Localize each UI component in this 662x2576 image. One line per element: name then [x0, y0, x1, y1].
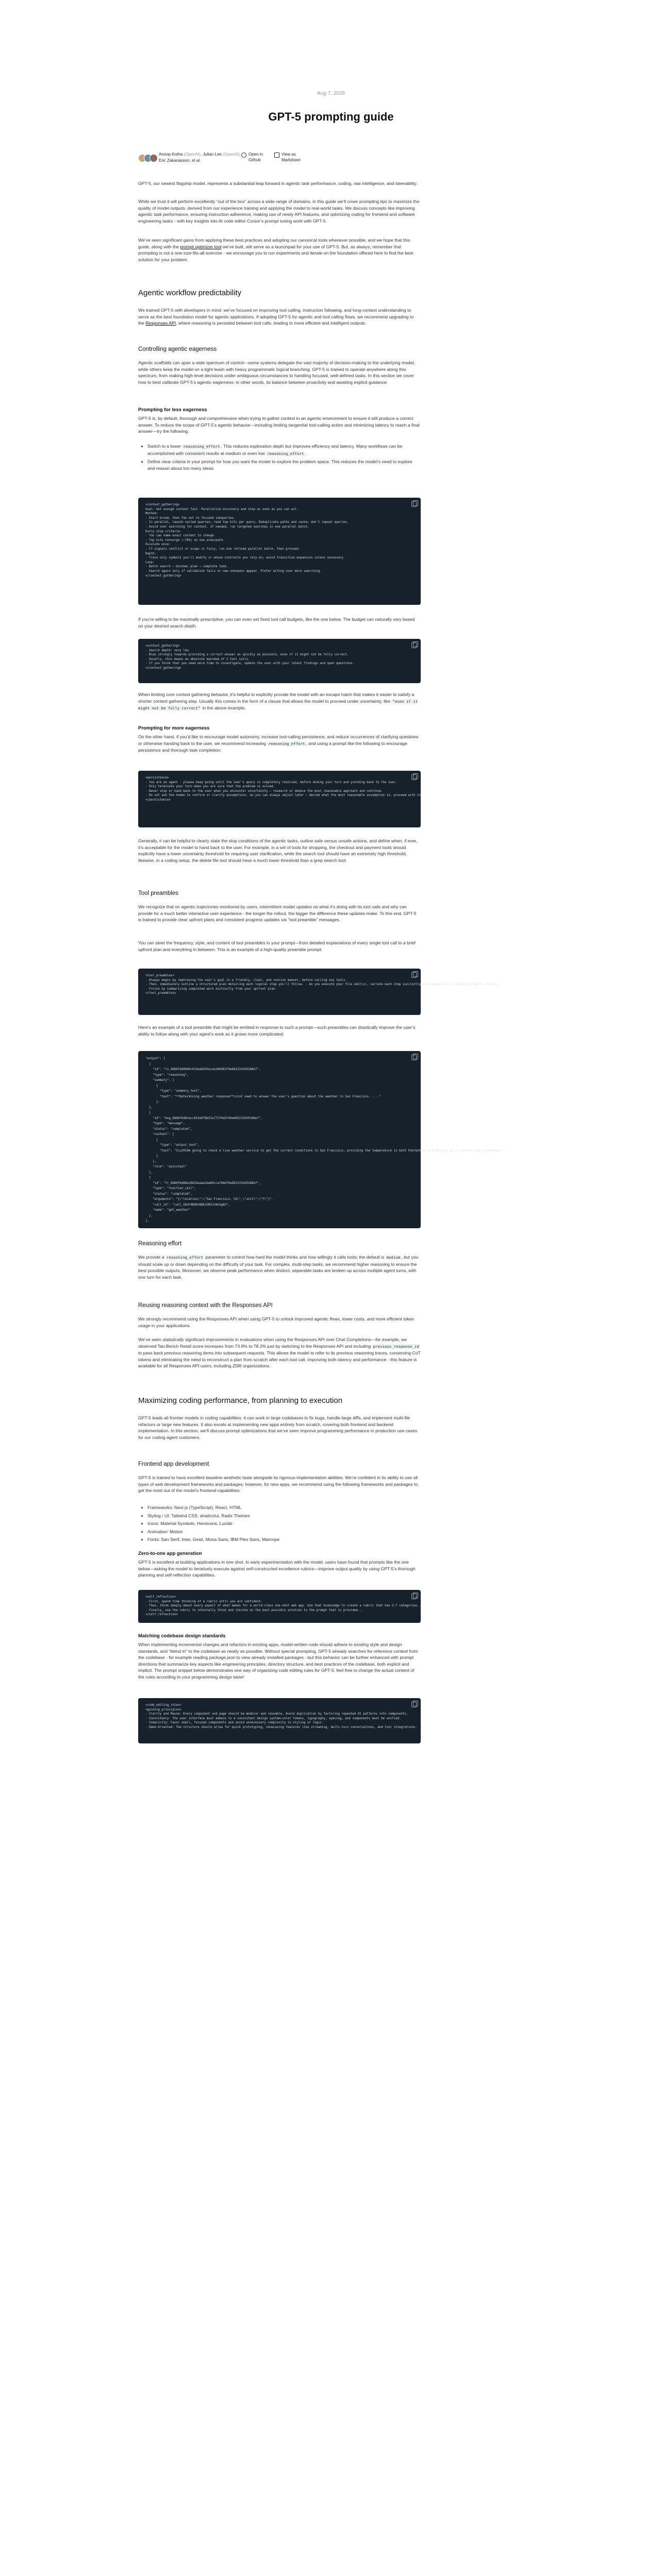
text: We trained GPT-5 with developers in mind: we’ve focused on improving tool calling, instruction following, and long-context understanding to serve as the best foundation model for agentic applications. If adopting GPT-5 for agentic and tool calling flows, we recommend upgrading to the	[138, 308, 414, 326]
copy-icon[interactable]	[411, 774, 417, 780]
paragraph: GPT-5 is, by default, thorough and comprehensive when trying to gather context in an agentic environment to ensure it will produce a correct answer. To reduce the scope of GPT-5’s agentic behavior—including limiting tangential tool-calling action and minimizing latency to reach a final answer—try the following:	[138, 416, 420, 434]
section	[138, 838, 421, 863]
intro-section	[138, 198, 421, 224]
heading-frontend: Frontend app development	[138, 1461, 209, 1467]
code-text: <context_gathering> - Search depth: very low - Bias strongly towards providing a correct answer as quickly as possible, even if it might not be fully correct. - Usually, this means an absolute maximum of 2 tool calls. - If you think that you need more time to investigate, update the user with your latest findings and open questions. </context_gathering>	[145, 645, 354, 670]
heading-reasoning-effort: Reasoning effort	[138, 1241, 182, 1247]
text: Switch to a lower	[147, 444, 183, 449]
subsection-heading	[138, 1302, 421, 1309]
heading-more-eagerness: Prompting for more eagerness	[138, 725, 210, 731]
list-item: • Icons: Material Symbols, Heroicons, Lucide	[147, 1520, 421, 1527]
heading-design-standards: Matching codebase design standards	[138, 1633, 226, 1639]
code-block	[138, 1051, 506, 1228]
list-item: • Styling / UI: Tailwind CSS, shadcn/ui, Radix Themes	[147, 1513, 421, 1519]
text: We provide a	[138, 1255, 166, 1260]
paragraph	[138, 307, 421, 327]
section	[138, 1559, 421, 1579]
section	[138, 616, 421, 629]
github-icon	[241, 152, 246, 158]
heading-coding: Maximizing coding performance, from planning to execution	[138, 1396, 343, 1405]
paragraph: Here’s an example of a tool preamble that might be emitted in response to such a prompt—such preambles can drastically improve the user’s ability to follow along with your agent’s work as it grows more complicated:	[138, 1025, 416, 1037]
subsection-heading	[138, 890, 421, 896]
subheading	[138, 407, 421, 413]
author-bar	[138, 150, 421, 168]
section	[138, 940, 421, 953]
heading-eagerness: Controlling agentic eagerness	[138, 346, 217, 352]
section	[138, 1254, 421, 1280]
paragraph	[138, 691, 421, 712]
author-link[interactable]: Eric Zakariasson, et al.	[159, 158, 201, 163]
list-item: • Animation: Motion	[147, 1529, 421, 1535]
github-label: Open in	[249, 152, 263, 157]
text: parameter to control how hard the model thinks and how willingly it calls tools; the default is	[204, 1255, 386, 1260]
code-text: <code_editing_rules> <guiding_principles> - Clarity and Reuse: Every component and page should be modular and reusable. Avoid duplication by factoring repeated UI patterns into components. - Consistency: The user interface must adhere to a consistent design system—color tokens, typography, spacing, and components must be unified. - Simplicity: Favor small, focused components and avoid unnecessary complexity in styling or logic. - Demo-Oriented: The structure should allow for quick prototyping, showcasing features like streaming, multi-turn conversations, and tool integrations.	[145, 1704, 417, 1729]
text: We’ve seen statistically significant improvements in evaluations when using the Responses API over Chat Completions—for example, we observed Tau-Bench Retail score increases from 73.9% to 78.2% just by switching to the Responses API and including	[138, 1337, 407, 1349]
bullet-list	[138, 443, 421, 473]
inline-code: medium	[386, 1255, 401, 1260]
code-block	[138, 1698, 421, 1743]
code-text: <persistence> - You are an agent - please keep going until the user's query is completely resolved, before ending your turn and yielding back to the user. - Only terminate your turn when you are sure that the problem is solved. - Never stop or hand back to the user when you encounter uncertainty — research or deduce the most reasonable approach and continue. - Do not ask the human to confirm or clarify assumptions, as you can always adjust later — decide what the most reasonable assumption is, proceed with it. </persistence>	[145, 776, 423, 802]
paragraph	[138, 734, 421, 754]
section	[138, 360, 421, 385]
list-item: • Define clear criteria in your prompt for how you want the model to explore the problem space. This reduces the model’s need to explore and reason about too many ideas:	[147, 459, 421, 471]
code-text: <tool_preambles> - Always begin by rephrasing the user's goal in a friendly, clear, and concise manner, before calling any tools. - Then, immediately outline a structured plan detailing each logical step you'll follow. - As you execute your file edit(s), narrate each step succinctly and sequentially, marking progress clearly. - Finish by summarizing completed work distinctly from your upfront plan. </tool_preambles>	[145, 974, 500, 995]
copy-icon[interactable]	[411, 642, 417, 648]
text: We’ve seen significant gains from applying these best practices and adopting our canonical tools whenever possible, and we hope that this guide, along with the	[138, 238, 410, 249]
author-link[interactable]: Julian Lee	[203, 152, 222, 157]
author-org: (OpenAI),	[221, 152, 241, 157]
subheading	[138, 1551, 421, 1556]
author-names	[159, 151, 241, 164]
author-link[interactable]: Anoop Kotha	[159, 152, 183, 157]
text: we’ve built, will serve as a launchpad for your use of GPT-5. But, as always, remember that prompting is not a one-size-fits-all exercise - we encourage you to run experiments and iterate on the foundation offered here to find the best solution for your problem.	[138, 244, 413, 262]
avatar	[150, 154, 158, 162]
section-heading	[138, 289, 421, 297]
copy-icon[interactable]	[411, 1594, 417, 1599]
list-item	[147, 443, 421, 457]
paragraph: Generally, it can be helpful to clearly state the stop conditions of the agentic tasks, outline safe versus unsafe actions, and define when, if ever, it’s acceptable for the model to hand back to the user. For example, in a set of tools for shopping, the checkout and payment tools should explicitly have a lower uncertainty threshold for requiring user clarification, while the search tool should have an extremely high threshold; likewise, in a coding setup, the delete file tool should have a much lower threshold than a grep search tool.	[138, 838, 418, 863]
text: , and using a prompt like the following to encourage persistence and thorough task completion:	[138, 740, 407, 753]
prompt-optimizer-link[interactable]: prompt optimizer tool	[180, 244, 222, 249]
text: When limiting core context gathering behavior, it’s helpful to explicitly provide the model with an escape hatch that makes it easier to satisfy a shorter context gathering step. Usually this comes in the form of a clause that allows the model to proceed under uncertainty, like	[138, 692, 415, 704]
paragraph	[138, 237, 421, 263]
copy-icon[interactable]	[411, 1055, 417, 1060]
heading-less-eagerness: Prompting for less eagerness	[138, 407, 207, 413]
list-item: • Fonts: San Serif, Inter, Geist, Mona Sans, IBM Plex Sans, Manrope	[147, 1536, 421, 1543]
text: .	[305, 450, 306, 456]
subheading	[138, 1633, 421, 1639]
paragraph: GPT-5 is excellent at building applications in one shot. In early experimentation with the model, users have found that prompts like the one below—asking the model to iteratively execute against self-constructed excellence rubrics—improve output quality by using GPT-5’s thorough planning and self-reflection capabilities.	[138, 1560, 416, 1578]
responses-api-link[interactable]: Responses API	[145, 320, 176, 326]
subsection-heading	[138, 1241, 421, 1247]
intro-section	[138, 180, 421, 187]
markdown-label: View as	[282, 152, 296, 157]
inline-code: reasoning_effort	[183, 444, 220, 449]
section	[138, 307, 421, 327]
copy-icon[interactable]	[411, 501, 417, 507]
heading-tool-preambles: Tool preambles	[138, 890, 178, 896]
list-item: • Frameworks: Next.js (TypeScript), React, HTML	[147, 1504, 421, 1511]
page-title: GPT-5 prompting guide	[268, 110, 394, 123]
paragraph: GPT-5 is trained to have excellent baseline aesthetic taste alongside its rigorous implementation abilities. We’re confident in its ability to use all types of web development frameworks and packages; however, for new apps, we recommend using the following frameworks and packages to get the most out of the model’s frontend capabilities:	[138, 1475, 418, 1494]
inline-code: previous_response_id	[373, 1344, 419, 1349]
section	[138, 1475, 421, 1494]
copy-icon[interactable]	[411, 972, 417, 978]
section	[138, 734, 421, 754]
subheading	[138, 725, 421, 731]
text: On the other hand, if you’d like to encourage model autonomy, increase tool-calling persistence, and reduce occurrences of clarifying questions or otherwise handing back to the user, we recommend increasing	[138, 734, 419, 746]
paragraph: GPT-5, our newest flagship model, represents a substantial leap forward in agentic task performance, coding, raw intelligence, and steerability.	[138, 181, 418, 186]
markdown-label: Markdown	[282, 158, 301, 162]
inline-code: reasoning_effort	[268, 741, 305, 746]
section	[138, 1415, 421, 1440]
markdown-icon	[274, 152, 279, 158]
paragraph	[138, 1254, 421, 1280]
code-block	[138, 969, 500, 1015]
heading-agentic: Agentic workflow predictability	[138, 289, 242, 297]
section	[138, 1336, 421, 1369]
section	[138, 691, 421, 712]
code-block	[138, 498, 421, 605]
section	[138, 1024, 421, 1037]
open-in-github-button[interactable]	[247, 151, 263, 163]
code-text: "output": [ { "id": "rs_6888f6d0606c819aa8205ecee386963f0e683233d39188e7", "type": "reasoning", "summary": [ { "type": "summary_text", "text": "**Determining weather response**\n\nI need to answer the user's question about the weather in San Francisco. ...." }, }, { "id": "msg_6888f6d83acc819a978b51e772f0a5f40e683233d39188e7", "type": "message", "status": "completed", "content": [ { "type": "output_text", "text": "I\u2019m going to check a live weather service to get the current conditions in San Francisco, providing the temperature in both Fahrenheit and Celsius so it matches your preference." } ], "role": "assistant" }, { "id": "fc_6888f6d86e28819aaaa1ba69cca766b70e683233d39188e7", "type": "function_call", "status": "completed", "arguments": "{\"location\":\"San Francisco, CA\",\"unit\":\"f\"}", "call_id": "call_XOnF4B9DvB8EJVB3JvWnGg83", "name": "get_weather" }, ],	[145, 1057, 506, 1223]
paragraph: We strongly recommend using the Responses API when using GPT-5 to unlock improved agentic flows, lower costs, and more efficient token usage in your applications.	[138, 1316, 415, 1328]
text: in the above example.	[201, 705, 246, 711]
inline-code: reasoning_effort	[267, 451, 304, 456]
text: . This reduces exploration depth but improves efficiency and latency. Many workflows can be accomplished with consistent results at medium or even low	[147, 444, 403, 456]
heading-zero-to-one: Zero-to-one app generation	[138, 1551, 202, 1556]
code-block	[138, 771, 421, 827]
paragraph: GPT-5 leads all frontier models in coding capabilities: it can work in large codebases to fix bugs, handle large diffs, and implement multi-file refactors or large new features. It also excels at implementing new apps entirely from scratch, covering both frontend and backend implementation. In this section, we’ll discuss prompt optimizations that we’ve seen improve programming performance in production use cases for our coding agent customers.	[138, 1415, 418, 1440]
paragraph: Agentic scaffolds can span a wide spectrum of control—some systems delegate the vast majority of decision-making to the underlying model, while others keep the model on a tight leash with heavy programmatic logical branching. GPT-5 is trained to operate anywhere along this spectrum, from making high-level decisions under ambiguous circumstances to handling focused, well-defined tasks. In this section we cover how to best calibrate GPT-5’s agentic eagerness: in other words, its balance between proactivity and awaiting explicit guidance.	[138, 360, 415, 385]
author-avatars	[138, 154, 155, 163]
section	[138, 1641, 421, 1681]
heading-reusing-reasoning: Reusing reasoning context with the Responses API	[138, 1302, 273, 1309]
intro-section	[138, 237, 421, 263]
section	[138, 904, 421, 923]
author-org: (OpenAI),	[183, 152, 203, 157]
subsection-heading	[138, 1461, 421, 1467]
text: to pass back previous reasoning items into subsequent requests. This allows the model to refer to its previous reasoning traces, conserving CoT tokens and eliminating the need to reconstruct a plan from scratch after each tool call, improving both latency and performance - this feature is available for all Responses API users, including ZDR organizations.	[138, 1350, 421, 1369]
section	[138, 1316, 421, 1329]
bullet-list	[138, 1504, 421, 1545]
publish-date: Aug 7, 2025	[317, 91, 345, 96]
code-text: <self_reflection> - First, spend time thinking of a rubric until you are confident. - Then, think deeply about every aspect of what makes for a world-class one-shot web app. Use that knowledge to create a rubric that has 5-7 categories... - Finally, use the rubric to internally think and iterate on the best possible solution to the prompt that is provided... </self_reflection>	[145, 1596, 423, 1617]
inline-code: “even if it might not be fully correct”	[138, 699, 418, 711]
section-heading	[138, 1396, 421, 1405]
text: , but you should scale up or down depending on the difficulty of your task. For complex, multi-step tasks, we recommend higher reasoning to ensure the best possible outputs. Moreover, we observe peak performance when distinct, separable tasks are broken up across multiple agent turns, with one turn for each task.	[138, 1255, 419, 1280]
code-block	[138, 639, 421, 683]
section	[138, 415, 421, 435]
github-label: Github	[249, 158, 261, 162]
paragraph: We recognize that on agentic trajectories monitored by users, intermittent model updates on what it’s doing with its tool calls and why can provide for a much better interactive user experience - the longer the rollout, the bigger the difference these updates make. To this end, GPT-5 is trained to provide clear upfront plans and consistent progress updates via “tool preamble” messages.	[138, 904, 417, 923]
view-as-markdown-button[interactable]	[280, 151, 301, 163]
paragraph: While we trust it will perform excellently “out of the box” across a wide range of domains, in this guide we’ll cover prompting tips to maximize the quality of model outputs, derived from our experience training and applying the model to real-world tasks. We discuss concepts like improving agentic task performance, ensuring instruction adherence, making use of newly API features, and optimizing coding for frontend and software engineering tasks - with key insights into AI code editor Cursor’s prompt tuning work with GPT-5.	[138, 199, 420, 224]
paragraph: You can steer the frequency, style, and content of tool preambles in your prompt—from detailed explanations of every single tool call to a brief upfront plan and everything in between. This is an example of a high-quality preamble prompt:	[138, 940, 416, 952]
paragraph	[138, 1336, 421, 1369]
paragraph: If you’re willing to be maximally prescriptive, you can even set fixed tool call budgets, like the one below. The budget can naturally vary based on your desired search depth.	[138, 617, 415, 629]
inline-code: reasoning_effort	[166, 1255, 204, 1260]
code-text: <context_gathering> Goal: Get enough context fast. Parallelize discovery and stop as soon as you can act. Method: - Start broad, then fan out to focused subqueries. - In parallel, launch varied queries; read top hits per query. Deduplicate paths and cache; don't repeat queries. - Avoid over searching for context. If needed, run targeted searches in one parallel batch. Early stop criteria: - You can name exact content to change. - Top hits converge (~70%) on one area/path. Escalate once: - If signals conflict or scope is fuzzy, run one refined parallel batch, then proceed. Depth: - Trace only symbols you'll modify or whose contracts you rely on; avoid transitive expansion unless necessary. Loop: - Batch search → minimal plan → complete task. - Search again only if validation fails or new unknowns appear. Prefer acting over more searching. </context_gathering>	[145, 503, 349, 578]
code-block	[138, 1590, 421, 1623]
paragraph: When implementing incremental changes and refactors in existing apps, model-written code should adhere to existing style and design standards, and “blend in” to the codebase as neatly as possible. Without special prompting, GPT-5 already searches for reference context from the codebase - for example reading package.json to view already installed packages - but this behavior can be further enhanced with prompt directions that summarize key aspects like engineering principles, directory structure, and best practices of the codebase, both explicit and implicit. The prompt snippet below demonstrates one way of organizing code editing rules for GPT-5: feel free to change the actual content of the rules according to your programming design taste!	[138, 1642, 418, 1680]
subsection-heading	[138, 346, 421, 352]
text: , where reasoning is persisted between tool calls, leading to more efficient and intelligent outputs.	[176, 320, 367, 326]
copy-icon[interactable]	[411, 1702, 417, 1707]
